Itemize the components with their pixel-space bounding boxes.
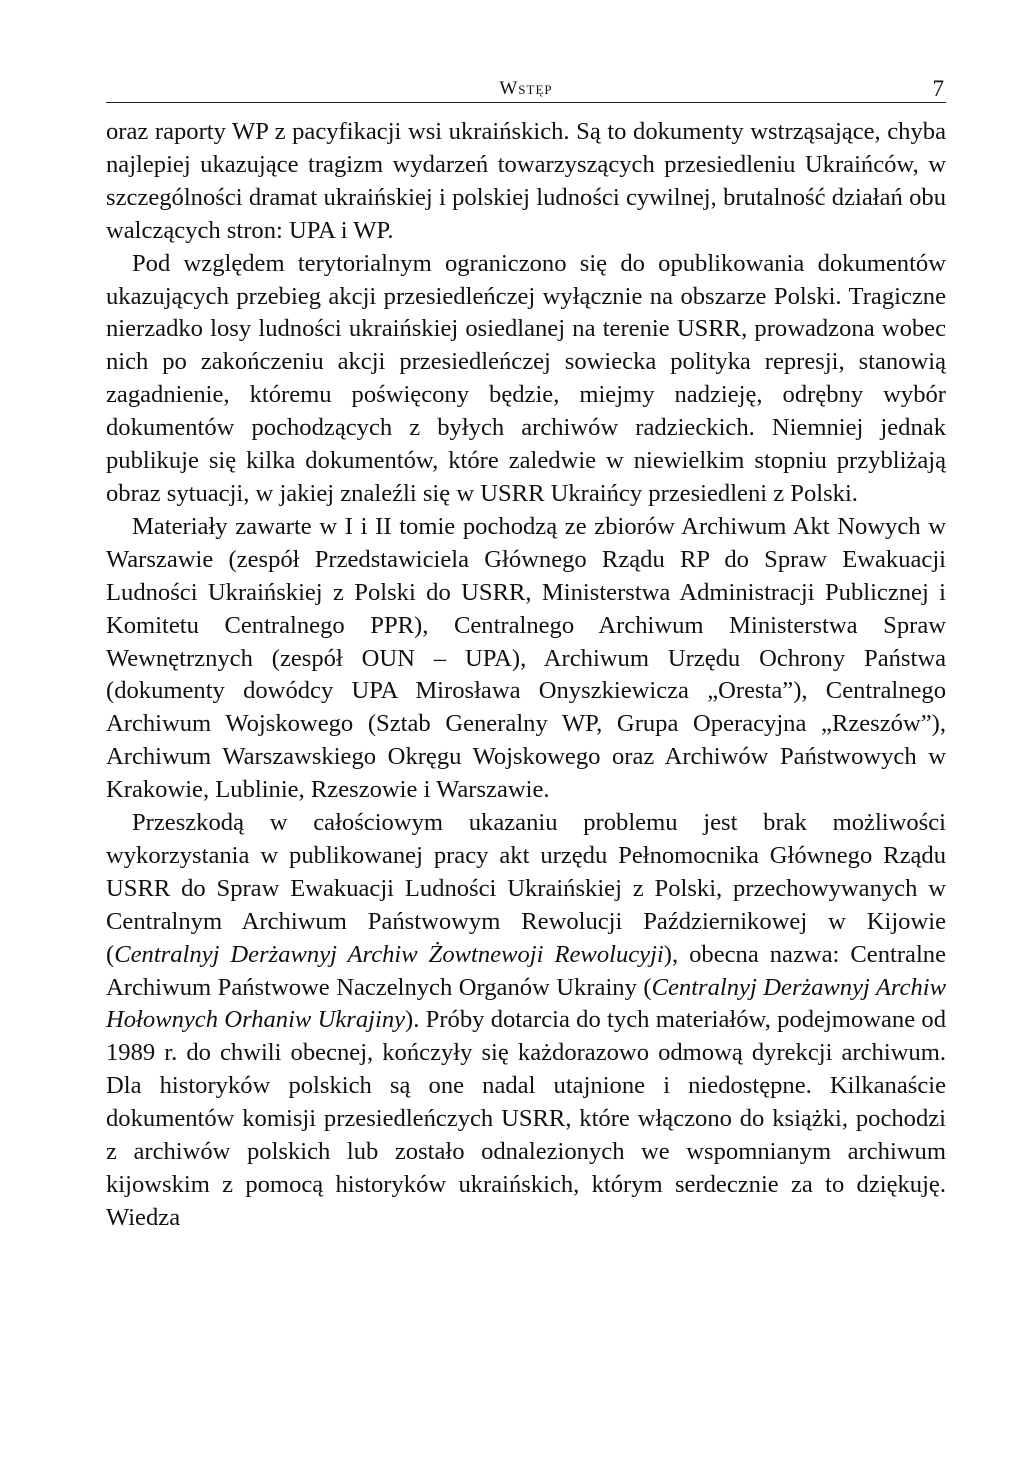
body-text [106,116,946,1235]
running-head [106,76,946,103]
paragraph-continuation: oraz raporty WP z pacyfikacji wsi ukraińskich. Są to dokumenty wstrząsające, chyba najlepiej ukazujące tragizm wydarzeń towarzyszących przesiedleniu Ukraińców, w szczególności dramat ukraińskiej i polskiej ludności cywilnej, brutalność działań obu walczących stron: UPA i WP. [106,118,946,244]
paragraph-territorial-scope: Pod względem terytorialnym ograniczono się do opublikowania dokumentów ukazujących przebieg akcji przesiedleńczej wyłącznie na obszarze Polski. Tragiczne nierzadko losy ludności ukraińskiej osiedlanej na terenie USRR, prowadzona wobec nich po zakończeniu akcji przesiedleńczej sowiecka polityka represji, stanowią zagadnienie, któremu poświęcony będzie, miejmy nadzieję, odrębny wybór dokumentów pochodzących z byłych archiwów radzieckich. Niemniej jednak publikuje się kilka dokumentów, które zaledwie w niewielkim stopniu przybliżają obraz sytuacji, w jakiej znaleźli się w USRR Ukraińcy przesiedleni z Polski. [106,249,946,507]
obstacles-text-a: Przeszkodą w całościowym ukazaniu problemu jest brak możliwości wykorzystania w publikowanej pracy akt urzędu Pełnomocnika Głównego Rządu USRR do Spraw Ewakuacji Ludności Ukraińskiej z Polski, przechowywanych w Centralnym Archiwum Państwowym Rewolucji Październikowej w Kijowie ( [106,809,946,968]
page-number: 7 [932,76,944,101]
paragraph-archival-sources: Materiały zawarte w I i II tomie pochodzą ze zbiorów Archiwum Akt Nowych w Warszawie (zespół Przedstawiciela Głównego Rządu RP do Spraw Ewakuacji Ludności Ukraińskiej z Polski do USRR, Ministerstwa Administracji Publicznej i Komitetu Centralnego PPR), Centralnego Archiwum Ministerstwa Spraw Wewnętrznych (zespół OUN – UPA), Archiwum Urzędu Ochrony Państwa (dokumenty dowódcy UPA Mirosława Onyszkiewicza „Oresta”), Centralnego Archiwum Wojskowego (Sztab Generalny WP, Grupa Operacyjna „Rzeszów”), Archiwum Warszawskiego Okręgu Wojskowego oraz Archiwów Państwowych w Krakowie, Lublinie, Rzeszowie i Warszawie. [106,512,946,804]
archive-name-italic-1: Centralnyj Derżawnyj Archiw Żowtnewoji Rewolucyji [114,940,664,968]
running-title: Wstęp [499,78,553,99]
archive-name-italic-2: Centralnyj Derżawnyj Archiw Hołownych Orhaniw Ukrajiny [106,973,947,1034]
paragraph-obstacles [106,807,946,1235]
obstacles-text-c: ). Próby dotarcia do tych materiałów, podejmowane od 1989 r. do chwili obecnej, kończyły się każdorazowo odmową dyrekcji archiwum. Dla historyków polskich są one nadal utajnione i niedostępne. Kilkanaście dokumentów komisji przesiedleńczych USRR, które włączono do książki, pochodzi z archiwów polskich lub zostało odnalezionych we wspomnianym archiwum kijowskim z pomocą historyków ukraińskich, którym serdecznie za to dziękuję. Wiedza [106,1006,946,1231]
obstacles-text-b: ), obecna nazwa: Centralne Archiwum Państwowe Naczelnych Organów Ukrainy ( [106,940,946,1001]
